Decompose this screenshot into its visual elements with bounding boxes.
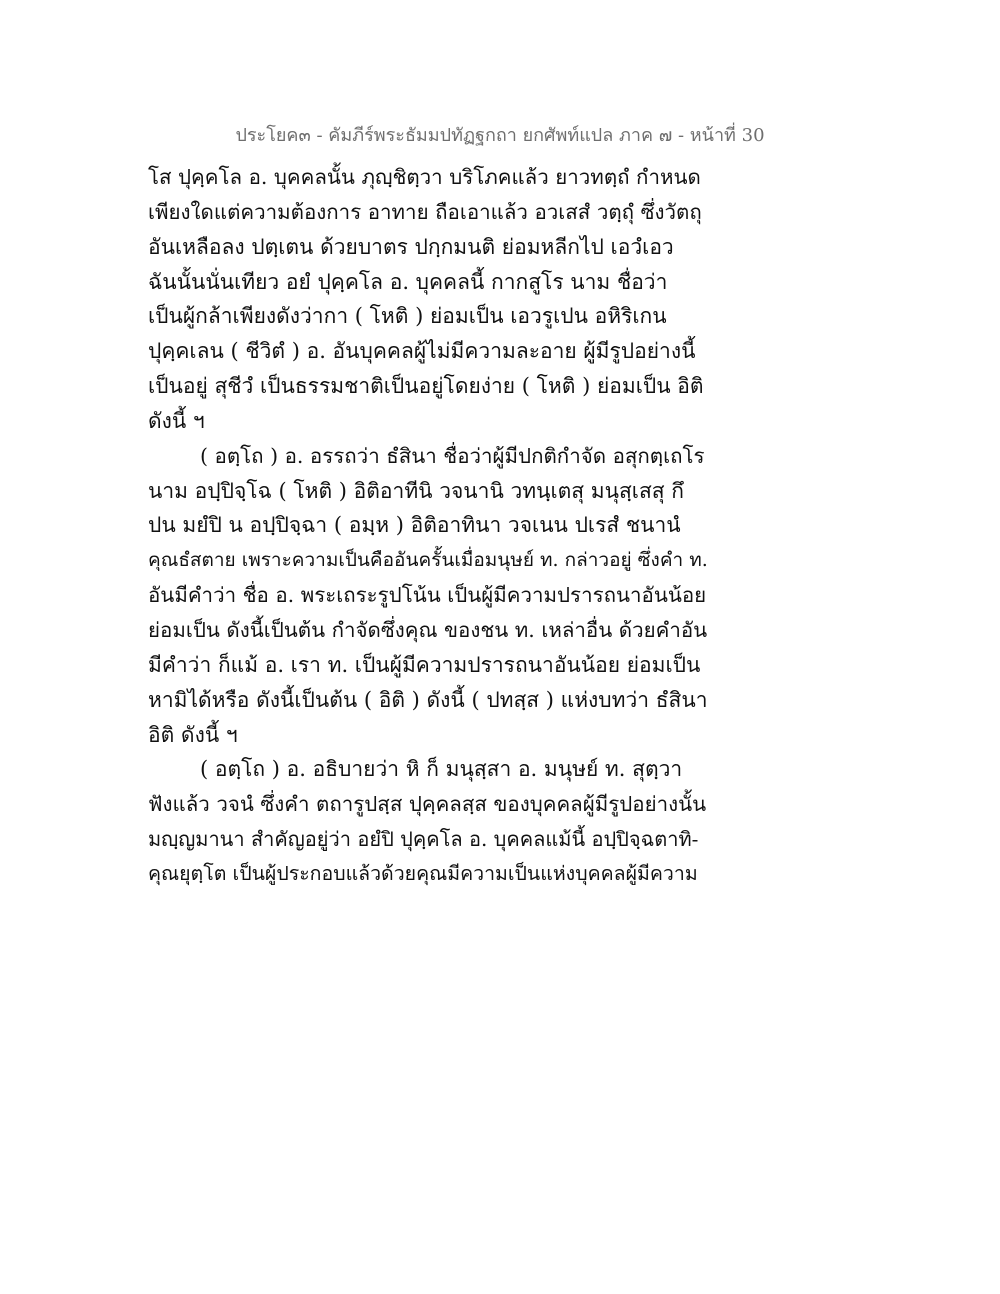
text-line: นาม อปฺปิจฺโฉ ( โหติ ) อิติอาทีนิ วจนานิ วทนฺเตสุ มนุสฺเสสุ กึ bbox=[148, 478, 684, 503]
text-line: อิติ ดังนี้ ฯ bbox=[148, 722, 238, 747]
text-line: หามิได้หรือ ดังนี้เป็นต้น ( อิติ ) ดังนี้ ( ปทสฺส ) แห่งบทว่า ธํสินา bbox=[148, 687, 708, 712]
text-line: คุณธํสตาย เพราะความเป็นคืออันครั้นเมื่อมนุษย์ ท. กล่าวอยู่ ซึ่งคำ ท. bbox=[148, 549, 708, 572]
running-header bbox=[0, 120, 1000, 149]
paragraph-first-line: ( อตฺโถ ) อ. อรรถว่า ธํสินา ชื่อว่าผู้มีปกติกำจัด อสุกตฺเถโร bbox=[200, 443, 705, 468]
text-line: ฉันนั้นนั่นเทียว อยํ ปุคฺคโล อ. บุคคลนี้ กากสูโร นาม ชื่อว่า bbox=[148, 269, 668, 294]
text-line: มญฺญมานา สำคัญอยู่ว่า อยํปิ ปุคฺคโล อ. บุคคลแม้นี้ อปฺปิจฺฉตาทิ- bbox=[148, 827, 699, 852]
text-line: คุณยุตฺโต เป็นผู้ประกอบแล้วด้วยคุณมีความเป็นแห่งบุคคลผู้มีความ bbox=[148, 861, 698, 885]
text-line: เพียงใดแต่ความต้องการ อาทาย ถือเอาแล้ว อวเสสํ วตฺถุํ ซึ่งวัตถุ bbox=[148, 199, 702, 224]
text-line: โส ปุคฺคโล อ. บุคคลนั้น ภุญฺชิตฺวา บริโภคแล้ว ยาวทตฺถํ กำหนด bbox=[148, 165, 701, 189]
paragraph-first-line: ( อตฺโถ ) อ. อธิบายว่า หิ ก็ มนุสฺสา อ. มนุษย์ ท. สุตฺวา bbox=[200, 757, 683, 782]
text-line: ดังนี้ ฯ bbox=[148, 408, 205, 433]
text-line: ย่อมเป็น ดังนี้เป็นต้น กำจัดซึ่งคุณ ของชน ท. เหล่าอื่น ด้วยคำอัน bbox=[148, 617, 708, 642]
text-line: เป็นอยู่ สุชีวํ เป็นธรรมชาติเป็นอยู่โดยง่าย ( โหติ ) ย่อมเป็น อิติ bbox=[148, 374, 704, 399]
running-header-text: ประโยค๓ - คัมภีร์พระธัมมปทัฏฐกถา ยกศัพท์แปล ภาค ๗ - หน้าที่ 30 bbox=[235, 125, 765, 146]
body-text bbox=[148, 160, 708, 892]
text-line: อันมีคำว่า ชื่อ อ. พระเถระรูปโน้น เป็นผู้มีความปรารถนาอันน้อย bbox=[148, 583, 707, 608]
text-line: มีคำว่า ก็แม้ อ. เรา ท. เป็นผู้มีความปรารถนาอันน้อย ย่อมเป็น bbox=[148, 652, 701, 677]
text-line: ฟังแล้ว วจนํ ซึ่งคำ ตถารูปสฺส ปุคฺคลสฺส ของบุคคลผู้มีรูปอย่างนั้น bbox=[148, 792, 707, 817]
text-line: เป็นผู้กล้าเพียงดังว่ากา ( โหติ ) ย่อมเป็น เอวรูเปน อหิริเกน bbox=[148, 304, 667, 329]
text-line: อันเหลือลง ปตฺเตน ด้วยบาตร ปกฺกมนติ ย่อมหลีกไป เอวํเอว bbox=[148, 234, 674, 259]
text-line: ปน มยํปิ น อปฺปิจฺฉา ( อมฺห ) อิติอาทินา วจเนน ปเรสํ ชนานํ bbox=[148, 513, 681, 538]
text-line: ปุคฺคเลน ( ชีวิตํ ) อ. อันบุคคลผู้ไม่มีความละอาย ผู้มีรูปอย่างนี้ bbox=[148, 339, 696, 364]
